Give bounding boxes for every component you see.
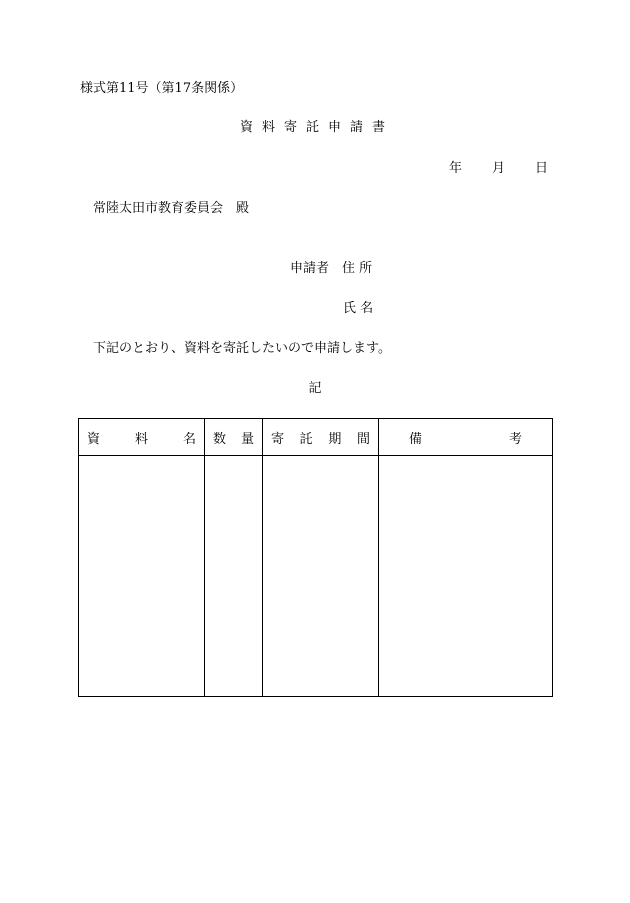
date-line [449,162,548,175]
table-row [79,456,553,697]
addressee: 常陸太田市教育委員会 殿 [93,201,250,216]
deposit-table [78,418,553,697]
date-year-label: 年 [448,161,462,176]
ki-heading: 記 [308,381,322,396]
applicant-name-label: 氏 名 [343,301,374,316]
cell-deposit-period[interactable] [263,456,379,697]
document-title: 資料寄託申請書 [239,120,394,135]
cell-material-name[interactable] [79,456,205,697]
application-statement: 下記のとおり、資料を寄託したいので申請します。 [93,341,391,356]
cell-remarks[interactable] [379,456,553,697]
header-material-name: 資 料 名 [79,419,205,456]
form-number: 様式第11号（第17条関係） [80,81,244,96]
cell-quantity[interactable] [205,456,263,697]
date-month-label: 月 [491,161,505,176]
header-deposit-period: 寄 託 期 間 [263,419,379,456]
date-day-label: 日 [534,161,548,176]
header-remarks: 備 考 [379,419,553,456]
header-quantity: 数 量 [205,419,263,456]
table-header-row [79,419,553,456]
applicant-address-label: 申請者 住 所 [290,261,373,276]
